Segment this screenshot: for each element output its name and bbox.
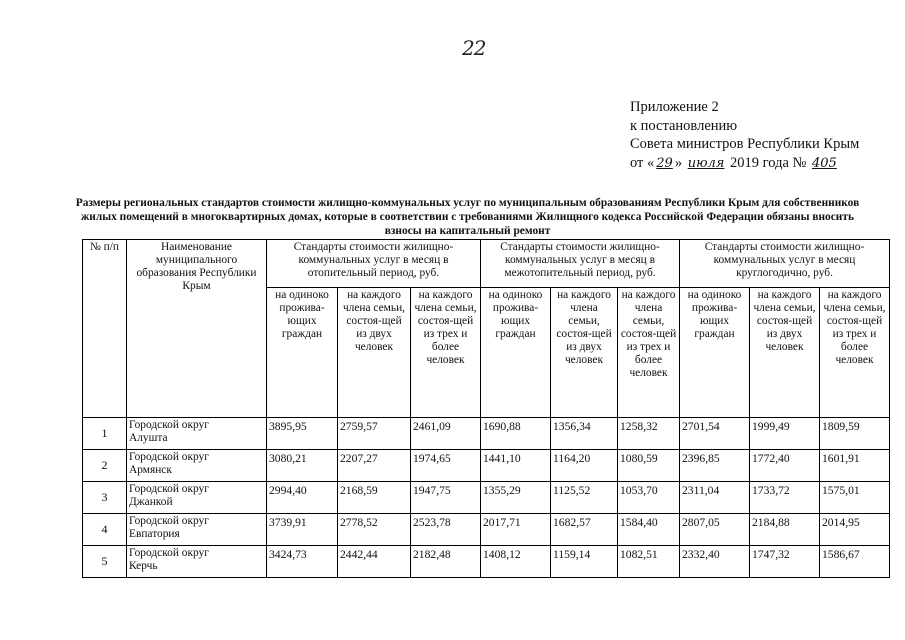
- value-cell: 3080,21: [267, 450, 338, 482]
- value-cell: 2807,05: [680, 514, 750, 546]
- municipality-name: [127, 482, 267, 514]
- subheader-three: на каждого члена семьи, состоя-щей из трех и более человек: [820, 288, 890, 418]
- annex-block: [630, 98, 859, 173]
- value-cell: 1355,29: [481, 482, 551, 514]
- value-cell: 1809,59: [820, 418, 890, 450]
- municipality-name: [127, 450, 267, 482]
- table-row: [83, 514, 890, 546]
- header-group-heating: Стандарты стоимости жилищно-коммунальных услуг в месяц в отопительный период, руб.: [267, 240, 481, 288]
- subheader-three: на каждого члена семьи, состоя-щей из трех и более человек: [411, 288, 481, 418]
- value-cell: 2311,04: [680, 482, 750, 514]
- value-cell: 1772,40: [750, 450, 820, 482]
- value-cell: 2442,44: [338, 546, 411, 578]
- date-month: июля: [687, 155, 725, 171]
- row-number: 1: [83, 418, 127, 450]
- municipality-name: [127, 514, 267, 546]
- value-cell: 2017,71: [481, 514, 551, 546]
- row-number: 4: [83, 514, 127, 546]
- value-cell: 3739,91: [267, 514, 338, 546]
- municipality-name: [127, 546, 267, 578]
- value-cell: 1408,12: [481, 546, 551, 578]
- value-cell: 2778,52: [338, 514, 411, 546]
- value-cell: 2168,59: [338, 482, 411, 514]
- value-cell: 1258,32: [618, 418, 680, 450]
- decree-number: 405: [811, 155, 837, 171]
- subheader-single: на одиноко прожива-ющих граждан: [680, 288, 750, 418]
- value-cell: 1356,34: [551, 418, 618, 450]
- value-cell: 1586,67: [820, 546, 890, 578]
- value-cell: 2182,48: [411, 546, 481, 578]
- subheader-single: на одиноко прожива-ющих граждан: [267, 288, 338, 418]
- subheader-two: на каждого члена семьи, состоя-щей из двух человек: [338, 288, 411, 418]
- value-cell: 1159,14: [551, 546, 618, 578]
- value-cell: 2994,40: [267, 482, 338, 514]
- value-cell: 1733,72: [750, 482, 820, 514]
- table-row: [83, 546, 890, 578]
- header-num: № п/п: [83, 240, 127, 418]
- header-group-yearround: Стандарты стоимости жилищно-коммунальных услуг в месяц круглогодично, руб.: [680, 240, 890, 288]
- value-cell: 2523,78: [411, 514, 481, 546]
- value-cell: 1575,01: [820, 482, 890, 514]
- standards-table: [82, 239, 890, 578]
- value-cell: 2184,88: [750, 514, 820, 546]
- value-cell: 3895,95: [267, 418, 338, 450]
- table-row: [83, 450, 890, 482]
- value-cell: 1601,91: [820, 450, 890, 482]
- value-cell: 1682,57: [551, 514, 618, 546]
- table-row: [83, 482, 890, 514]
- date-prefix: от «: [630, 154, 655, 171]
- annex-line-1: Приложение 2: [630, 99, 719, 115]
- value-cell: 1999,49: [750, 418, 820, 450]
- annex-date-line: от « 29 » июля 2019 года № 405: [630, 154, 837, 171]
- header-group-nonheating: Стандарты стоимости жилищно-коммунальных услуг в месяц в межотопительный период, руб.: [481, 240, 680, 288]
- page-number: 22: [462, 36, 486, 60]
- municipality-type: Городской округ: [129, 419, 209, 431]
- value-cell: 2701,54: [680, 418, 750, 450]
- municipality-city: Джанкой: [129, 496, 173, 508]
- value-cell: 1082,51: [618, 546, 680, 578]
- municipality-type: Городской округ: [129, 483, 209, 495]
- header-name: Наименование муниципального образования Республики Крым: [127, 240, 267, 418]
- date-day: 29: [656, 155, 673, 171]
- value-cell: 1125,52: [551, 482, 618, 514]
- value-cell: 2759,57: [338, 418, 411, 450]
- row-number: 2: [83, 450, 127, 482]
- subheader-three: на каждого члена семьи, состоя-щей из трех и более человек: [618, 288, 680, 418]
- annex-line-2: к постановлению: [630, 117, 738, 134]
- value-cell: 1080,59: [618, 450, 680, 482]
- municipality-type: Городской округ: [129, 451, 209, 463]
- subheader-two: на каждого члена семьи, состоя-щей из двух человек: [750, 288, 820, 418]
- value-cell: 1947,75: [411, 482, 481, 514]
- value-cell: 2207,27: [338, 450, 411, 482]
- document-title: Размеры региональных стандартов стоимости жилищно-коммунальных услуг по муниципальным образованиям Республики Крым для собственников жилых помещений в многоквартирных домах, которые в соответствии с требованиями Жилищного кодекса Российской Федерации обязаны вносить взносы на капитальный ремонт: [75, 197, 860, 237]
- value-cell: 2396,85: [680, 450, 750, 482]
- municipality-type: Городской округ: [129, 547, 209, 559]
- municipality-city: Евпатория: [129, 528, 180, 540]
- value-cell: 2332,40: [680, 546, 750, 578]
- date-year: 2019 года №: [730, 154, 807, 171]
- municipality-city: Керчь: [129, 560, 158, 572]
- annex-line-3: Совета министров Республики Крым: [630, 136, 860, 152]
- value-cell: 1164,20: [551, 450, 618, 482]
- municipality-city: Армянск: [129, 464, 172, 476]
- value-cell: 2014,95: [820, 514, 890, 546]
- municipality-type: Городской округ: [129, 515, 209, 527]
- value-cell: 1584,40: [618, 514, 680, 546]
- value-cell: 1747,32: [750, 546, 820, 578]
- row-number: 3: [83, 482, 127, 514]
- row-number: 5: [83, 546, 127, 578]
- value-cell: 1441,10: [481, 450, 551, 482]
- table-row: [83, 418, 890, 450]
- value-cell: 1974,65: [411, 450, 481, 482]
- subheader-two: на каждого члена семьи, состоя-щей из двух человек: [551, 288, 618, 418]
- value-cell: 2461,09: [411, 418, 481, 450]
- value-cell: 1053,70: [618, 482, 680, 514]
- value-cell: 3424,73: [267, 546, 338, 578]
- municipality-name: [127, 418, 267, 450]
- value-cell: 1690,88: [481, 418, 551, 450]
- municipality-city: Алушта: [129, 432, 168, 444]
- subheader-single: на одиноко прожива-ющих граждан: [481, 288, 551, 418]
